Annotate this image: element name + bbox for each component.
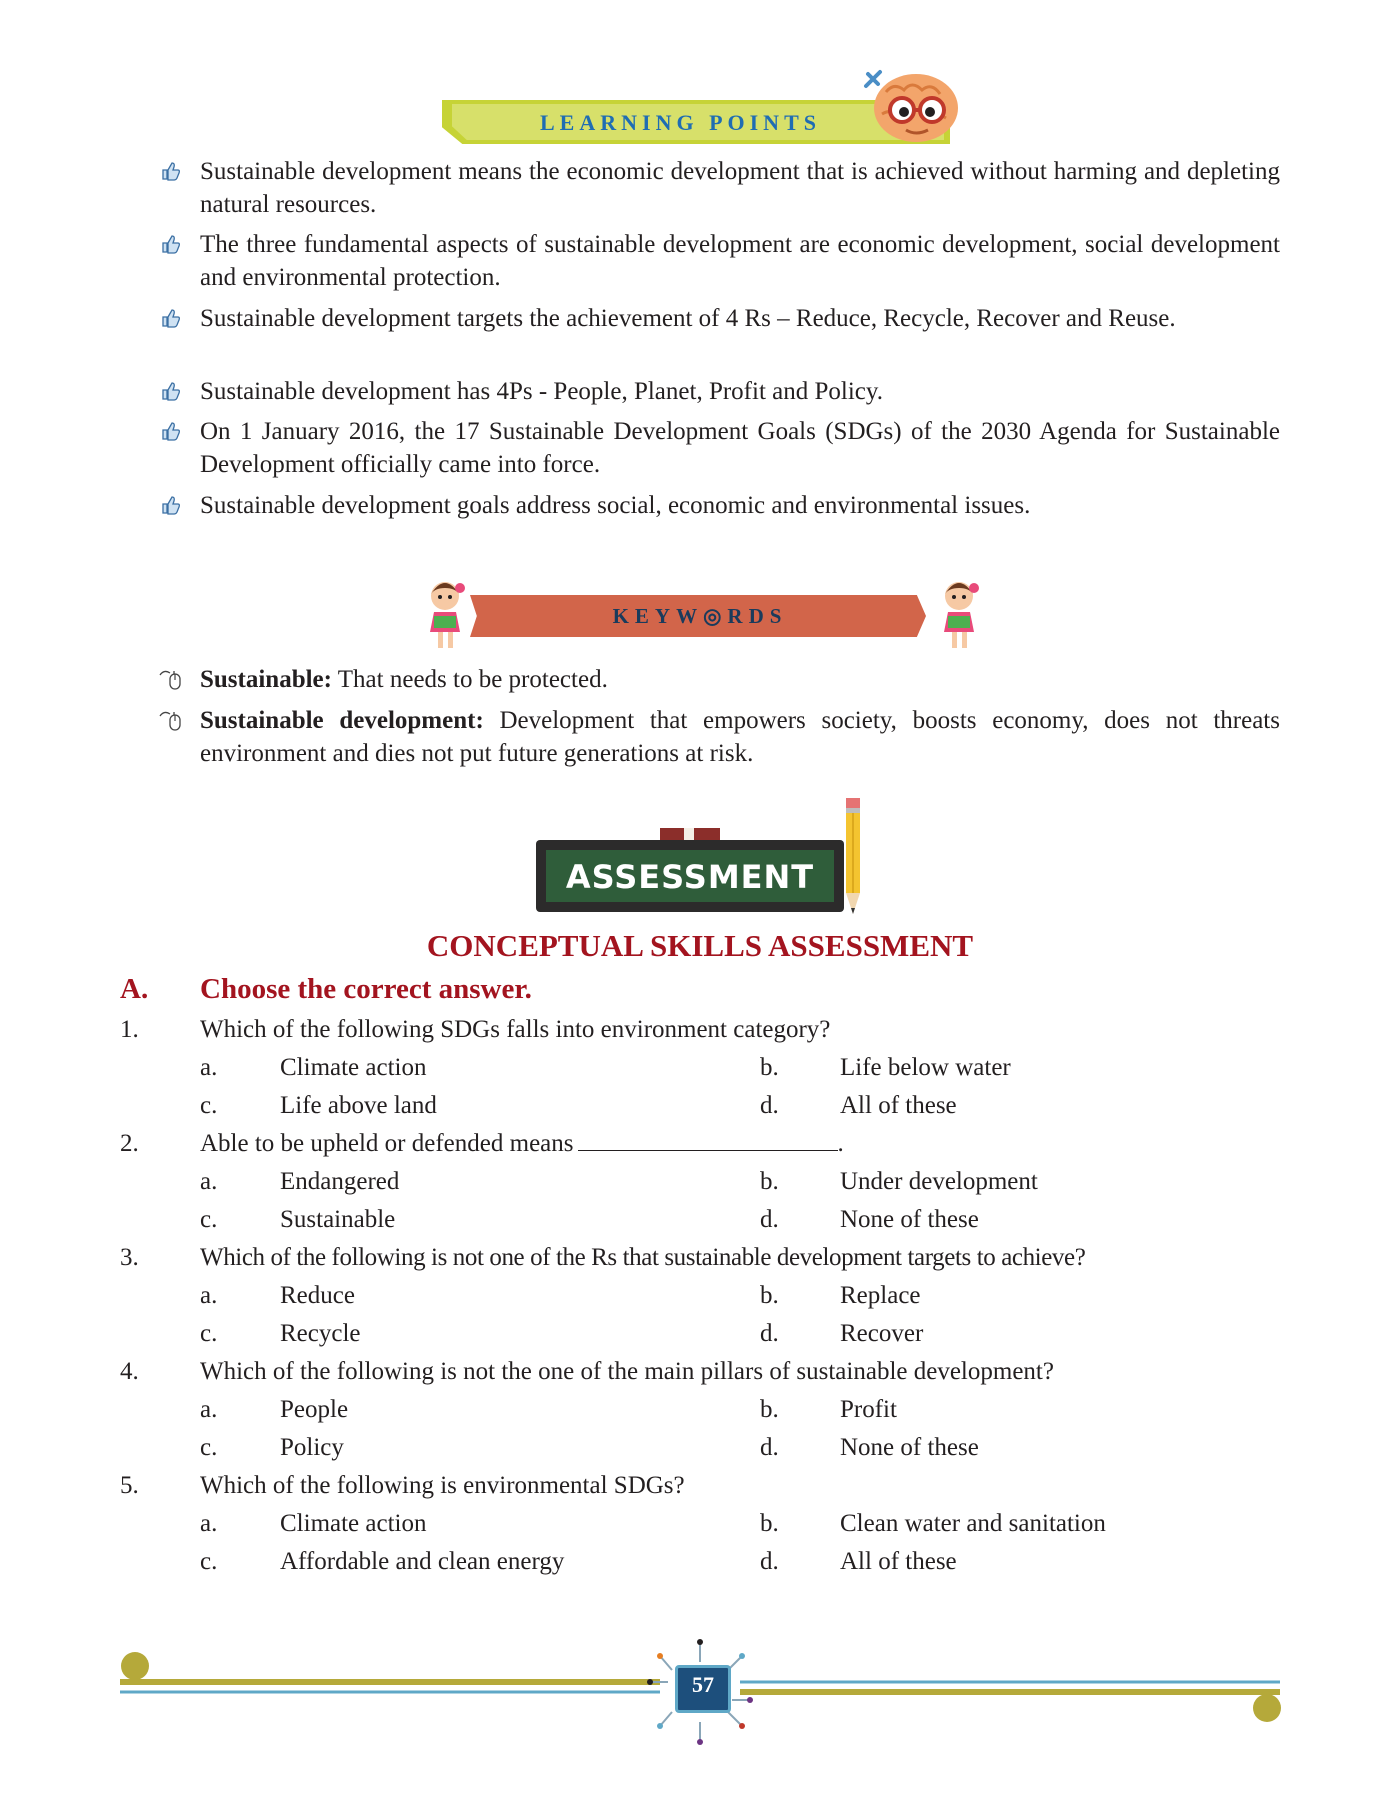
pencil-icon — [842, 798, 864, 918]
learning-point-item: Sustainable development goals address social, economic and environmental issues. — [200, 489, 1280, 522]
option-letter: b. — [760, 1168, 779, 1195]
keyword-definition: Development that empowers society, boosts economy, does not threats environment and dies not put future generations at risk. — [200, 707, 1280, 767]
option-letter: d. — [760, 1320, 779, 1347]
option-letter: b. — [760, 1282, 779, 1309]
question-number: 4. — [120, 1358, 139, 1385]
question-text: Able to be upheld or defended means . — [200, 1130, 844, 1157]
option-letter: c. — [200, 1320, 218, 1347]
keyword-term: Sustainable: — [200, 666, 332, 693]
keyword-item — [200, 704, 1280, 770]
keyword-item — [200, 663, 1280, 696]
keyword-term: Sustainable development: — [200, 707, 484, 734]
option-letter: c. — [200, 1092, 218, 1119]
brain-mascot-icon — [846, 62, 966, 152]
option-text[interactable]: People — [280, 1396, 349, 1423]
option-letter: a. — [200, 1168, 218, 1195]
part-letter: A. — [120, 973, 149, 1005]
learning-points-title: LEARNING POINTS — [540, 110, 821, 135]
option-letter: d. — [760, 1206, 779, 1233]
thumbs-up-icon — [160, 381, 180, 401]
option-letter: d. — [760, 1092, 779, 1119]
option-text[interactable]: None of these — [840, 1434, 979, 1461]
keyword-definition: That needs to be protected. — [331, 666, 608, 693]
option-text[interactable]: Climate action — [280, 1510, 427, 1537]
learning-point-item: Sustainable development means the economic development that is achieved without harming and depleting natural resources. — [200, 155, 1280, 221]
option-letter: b. — [760, 1396, 779, 1423]
option-text[interactable]: Replace — [840, 1282, 921, 1309]
option-letter: d. — [760, 1548, 779, 1575]
page-number: 57 — [692, 1672, 714, 1697]
learning-point-item: On 1 January 2016, the 17 Sustainable Development Goals (SDGs) of the 2030 Agenda for Sustainable Development officially came into force. — [200, 415, 1280, 481]
girl-reading-left-icon — [420, 576, 470, 652]
option-letter: c. — [200, 1434, 218, 1461]
question-number: 2. — [120, 1130, 139, 1157]
option-letter: a. — [200, 1510, 218, 1537]
thumbs-up-icon — [160, 161, 180, 181]
learning-point-item: Sustainable development targets the achievement of 4 Rs – Reduce, Recycle, Recover and Reuse. — [200, 302, 1280, 335]
option-text[interactable]: Policy — [280, 1434, 344, 1461]
question-text: Which of the following SDGs falls into environment category? — [200, 1016, 831, 1043]
option-letter: a. — [200, 1282, 218, 1309]
mouse-pointer-icon — [158, 708, 184, 732]
part-title: Choose the correct answer. — [200, 973, 532, 1005]
option-text[interactable]: All of these — [840, 1092, 957, 1119]
option-text[interactable]: Endangered — [280, 1168, 400, 1195]
thumbs-up-icon — [160, 421, 180, 441]
option-text[interactable]: Recycle — [280, 1320, 361, 1347]
thumbs-up-icon — [160, 308, 180, 328]
option-letter: d. — [760, 1434, 779, 1461]
option-text[interactable]: Life below water — [840, 1054, 1011, 1081]
girl-reading-right-icon — [934, 576, 984, 652]
learning-point-item: Sustainable development has 4Ps - People, Planet, Profit and Policy. — [200, 375, 1280, 408]
option-text[interactable]: Affordable and clean energy — [280, 1548, 565, 1575]
option-letter: a. — [200, 1054, 218, 1081]
option-text[interactable]: Climate action — [280, 1054, 427, 1081]
answer-blank[interactable] — [578, 1130, 838, 1151]
section-heading: CONCEPTUAL SKILLS ASSESSMENT — [426, 928, 974, 963]
option-text[interactable]: All of these — [840, 1548, 957, 1575]
option-letter: c. — [200, 1548, 218, 1575]
question-number: 1. — [120, 1016, 139, 1043]
question-text: Which of the following is environmental SDGs? — [200, 1472, 685, 1499]
option-text[interactable]: Recover — [840, 1320, 924, 1347]
mouse-pointer-icon — [158, 667, 184, 691]
option-text[interactable]: Sustainable — [280, 1206, 396, 1233]
option-text[interactable]: None of these — [840, 1206, 979, 1233]
option-letter: b. — [760, 1510, 779, 1537]
keywords-title: KEYW◎RDS — [612, 604, 788, 628]
question-number: 5. — [120, 1472, 139, 1499]
option-letter: b. — [760, 1054, 779, 1081]
question-text: Which of the following is not one of the Rs that sustainable development targets to achieve? — [200, 1244, 1086, 1271]
option-text[interactable]: Reduce — [280, 1282, 355, 1309]
option-text[interactable]: Life above land — [280, 1092, 437, 1119]
option-text[interactable]: Under development — [840, 1168, 1038, 1195]
thumbs-up-icon — [160, 234, 180, 254]
option-text[interactable]: Clean water and sanitation — [840, 1510, 1106, 1537]
option-letter: c. — [200, 1206, 218, 1233]
assessment-sign-label: ASSESSMENT — [565, 858, 815, 896]
learning-point-item: The three fundamental aspects of sustainable development are economic development, social development and environmental protection. — [200, 228, 1280, 294]
option-text[interactable]: Profit — [840, 1396, 897, 1423]
question-text: Which of the following is not the one of the main pillars of sustainable development? — [200, 1358, 1054, 1385]
thumbs-up-icon — [160, 495, 180, 515]
question-number: 3. — [120, 1244, 139, 1271]
option-letter: a. — [200, 1396, 218, 1423]
